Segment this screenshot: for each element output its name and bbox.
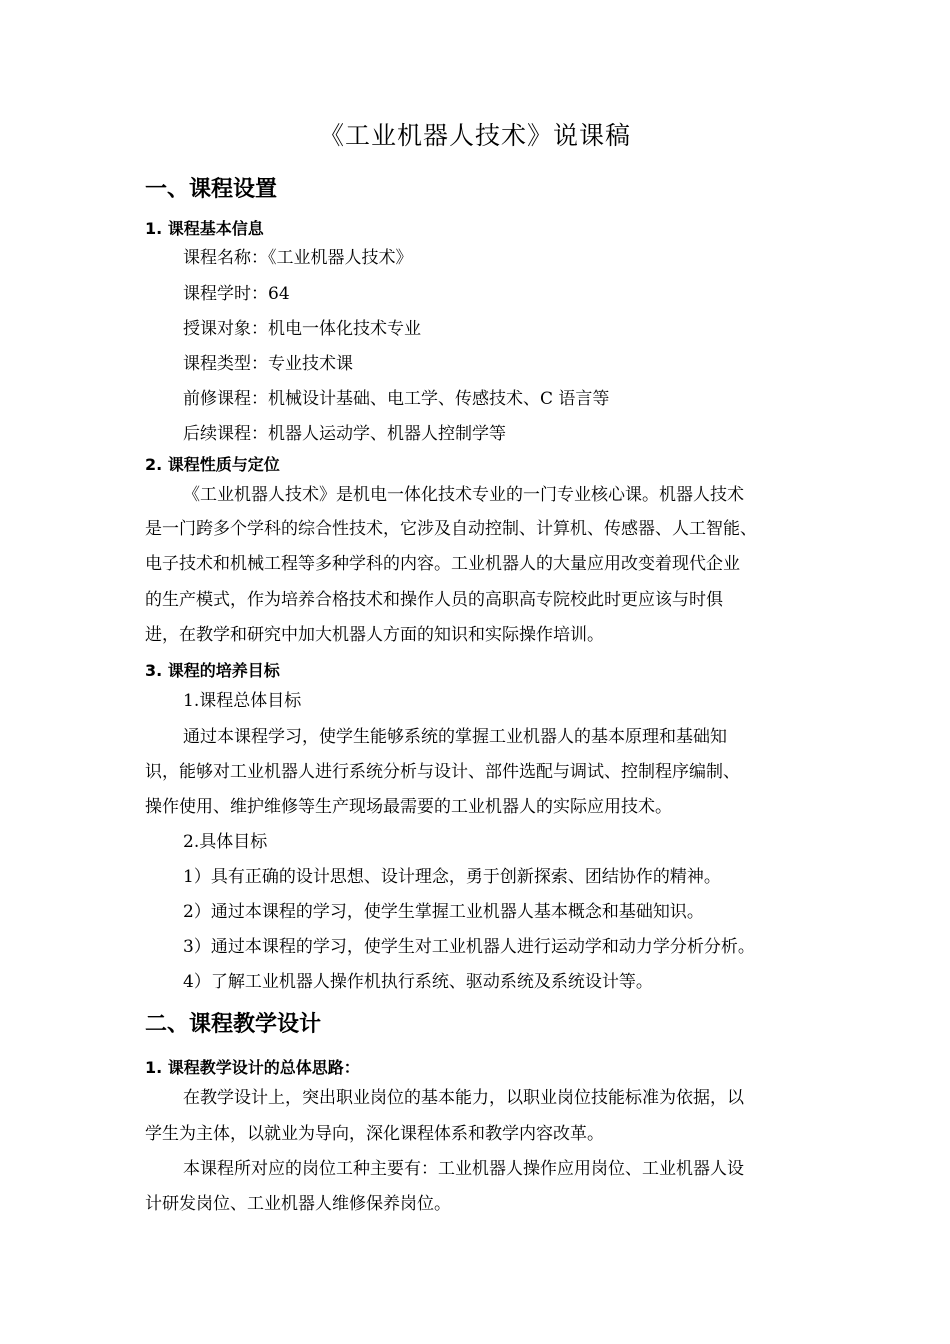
info-line-type: 课程类型：专业技术课 — [183, 354, 353, 374]
paragraph-line: 电子技术和机械工程等多种学科的内容。工业机器人的大量应用改变着现代企业 — [145, 554, 740, 574]
paragraph-line: 《工业机器人技术》是机电一体化技术专业的一门专业核心课。机器人技术 — [183, 485, 744, 505]
paragraph-line: 的生产模式，作为培养合格技术和操作人员的高职高专院校此时更应该与时俱 — [145, 590, 723, 610]
goal-specific-label: 2.具体目标 — [183, 832, 268, 852]
paragraph-line: 计研发岗位、工业机器人维修保养岗位。 — [145, 1194, 451, 1214]
subheading-training-goals: 3. 课程的培养目标 — [145, 661, 280, 680]
paragraph-line: 在教学设计上，突出职业岗位的基本能力，以职业岗位技能标准为依据，以 — [183, 1088, 744, 1108]
section-heading-course-setup: 一、课程设置 — [145, 177, 278, 202]
paragraph-line: 是一门跨多个学科的综合性技术，它涉及自动控制、计算机、传感器、人工智能、 — [145, 519, 757, 539]
paragraph-line: 本课程所对应的岗位工种主要有：工业机器人操作应用岗位、工业机器人设 — [183, 1159, 744, 1179]
info-line-prerequisites: 前修课程：机械设计基础、电工学、传感技术、C 语言等 — [183, 389, 610, 409]
paragraph-line: 通过本课程学习，使学生能够系统的掌握工业机器人的基本原理和基础知 — [183, 727, 727, 747]
goal-overall-label: 1.课程总体目标 — [183, 691, 302, 711]
info-line-audience: 授课对象：机电一体化技术专业 — [183, 319, 421, 339]
subheading-nature-positioning: 2. 课程性质与定位 — [145, 455, 280, 474]
info-line-follow-up: 后续课程：机器人运动学、机器人控制学等 — [183, 424, 506, 444]
section-heading-teaching-design: 二、课程教学设计 — [145, 1012, 322, 1037]
document-title: 《工业机器人技术》说课稿 — [318, 121, 631, 150]
goal-specific-item: 1）具有正确的设计思想、设计理念，勇于创新探索、团结协作的精神。 — [183, 867, 721, 887]
info-line-hours: 课程学时：64 — [183, 284, 290, 304]
goal-specific-item: 2）通过本课程的学习，使学生掌握工业机器人基本概念和基础知识。 — [183, 902, 704, 922]
paragraph-line: 识，能够对工业机器人进行系统分析与设计、部件选配与调试、控制程序编制、 — [145, 762, 740, 782]
paragraph-line: 学生为主体，以就业为导向，深化课程体系和教学内容改革。 — [145, 1124, 604, 1144]
goal-specific-item: 3）通过本课程的学习，使学生对工业机器人进行运动学和动力学分析分析。 — [183, 937, 755, 957]
subheading-basic-info: 1. 课程基本信息 — [145, 219, 264, 238]
subheading-overall-approach: 1. 课程教学设计的总体思路： — [145, 1058, 360, 1077]
paragraph-line: 进，在教学和研究中加大机器人方面的知识和实际操作培训。 — [145, 625, 604, 645]
info-line-course-name: 课程名称：《工业机器人技术》 — [183, 248, 413, 268]
paragraph-line: 操作使用、维护维修等生产现场最需要的工业机器人的实际应用技术。 — [145, 797, 672, 817]
goal-specific-item: 4）了解工业机器人操作机执行系统、驱动系统及系统设计等。 — [183, 972, 653, 992]
